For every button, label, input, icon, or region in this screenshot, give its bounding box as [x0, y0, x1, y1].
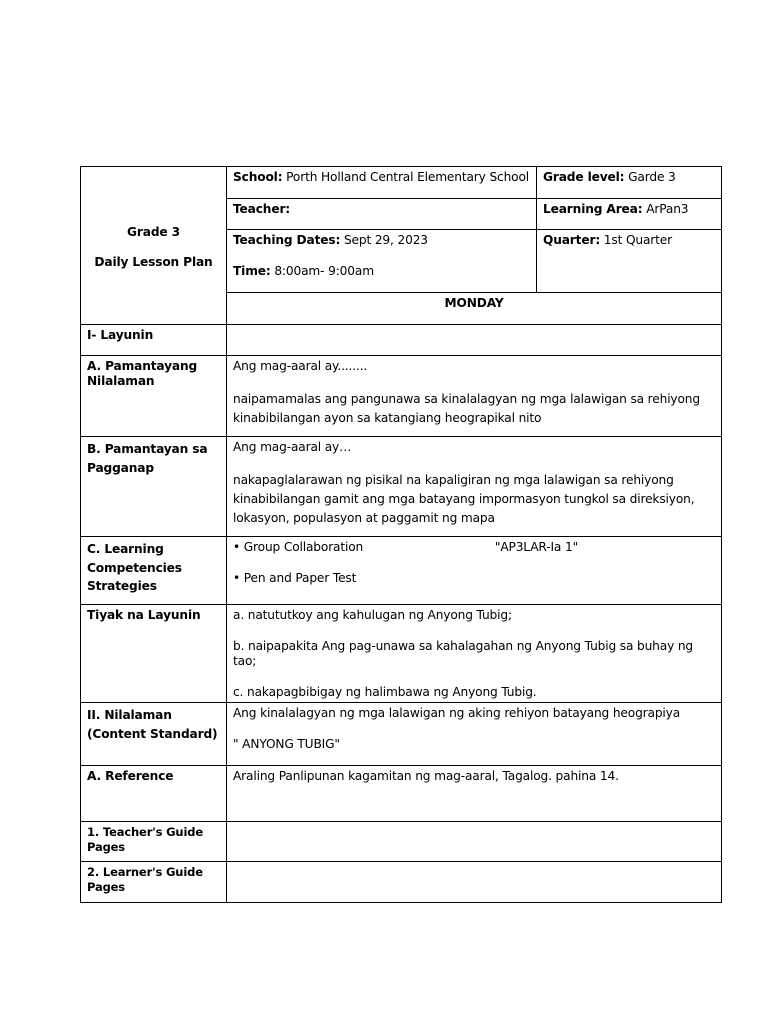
learning-area-cell	[537, 199, 722, 230]
pamantayang-nilalaman-row	[81, 356, 722, 437]
learning-area-value: ArPan3	[646, 202, 689, 216]
layunin-label: I- Layunin	[81, 325, 227, 356]
teachers-guide-content	[227, 822, 722, 862]
teaching-dates-value: Sept 29, 2023	[343, 233, 428, 247]
nilalaman-content	[227, 703, 722, 766]
learners-guide-row	[81, 862, 722, 903]
tiyak-a: a. natututkoy ang kahulugan ng Anyong Tubig;	[233, 608, 512, 622]
time-value: 8:00am- 9:00am	[274, 264, 374, 278]
nilalaman-row	[81, 703, 722, 766]
competencies-label: C. Learning Competencies Strategies	[81, 537, 227, 605]
grade-level-cell	[537, 167, 722, 199]
school-cell	[227, 167, 537, 199]
header-row-school	[81, 167, 722, 199]
day-heading: MONDAY	[227, 293, 722, 325]
grade-level-label: Grade level:	[543, 170, 625, 184]
pamantayang-nilalaman-label: A. Pamantayang Nilalaman	[81, 356, 227, 437]
teachers-guide-label: 1. Teacher's Guide Pages	[81, 822, 227, 862]
pamantayan-pagganap-text: nakapaglalarawan ng pisikal na kapaligiran ng mga lalawigan sa rehiyong kinabibilangan gamit ang mga batayang impormasyon tungkol sa direksiyon, lokasyon, populasyon at paggamit ng mapa	[233, 473, 695, 525]
teachers-guide-row	[81, 822, 722, 862]
tiyak-c: c. nakapagbibigay ng halimbawa ng Anyong Tubig.	[233, 685, 537, 699]
grade-title: Grade 3	[127, 225, 180, 239]
competency-code: "AP3LAR-Ia 1"	[494, 540, 579, 554]
teacher-label: Teacher:	[233, 202, 291, 216]
teaching-dates-cell	[227, 230, 537, 293]
quarter-cell	[537, 230, 722, 293]
quarter-value: 1st Quarter	[603, 233, 672, 247]
tiyak-label: Tiyak na Layunin	[81, 605, 227, 703]
teacher-cell	[227, 199, 537, 230]
quarter-label: Quarter:	[543, 233, 601, 247]
tiyak-row	[81, 605, 722, 703]
nilalaman-label: II. Nilalaman (Content Standard)	[81, 703, 227, 766]
layunin-row	[81, 325, 722, 356]
school-label: School:	[233, 170, 283, 184]
tiyak-b: b. naipapakita Ang pag-unawa sa kahalagahan ng Anyong Tubig sa buhay ng tao;	[233, 639, 694, 668]
pamantayan-pagganap-row	[81, 437, 722, 537]
reference-content: Araling Panlipunan kagamitan ng mag-aaral, Tagalog. pahina 14.	[227, 766, 722, 822]
competency-group-collaboration: • Group Collaboration	[233, 540, 364, 554]
competencies-content	[227, 537, 722, 605]
pamantayan-pagganap-content	[227, 437, 722, 537]
competency-pen-paper: • Pen and Paper Test	[233, 571, 357, 585]
competencies-row	[81, 537, 722, 605]
plan-type-title: Daily Lesson Plan	[94, 255, 213, 269]
school-value: Porth Holland Central Elementary School	[286, 170, 530, 184]
nilalaman-text: Ang kinalalagyan ng mga lalawigan ng aking rehiyon batayang heograpiya	[233, 706, 681, 720]
learning-area-label: Learning Area:	[543, 202, 643, 216]
reference-row	[81, 766, 722, 822]
pamantayang-nilalaman-intro: Ang mag-aaral ay........	[233, 359, 368, 373]
pamantayan-pagganap-intro: Ang mag-aaral ay…	[233, 440, 352, 454]
grade-level-value: Garde 3	[628, 170, 676, 184]
pamantayang-nilalaman-content	[227, 356, 722, 437]
pamantayang-nilalaman-text: naipamamalas ang pangunawa sa kinalalagyan ng mga lalawigan sa rehiyong kinabibilangan ayon sa katangiang heograpikal nito	[233, 392, 700, 425]
tiyak-content	[227, 605, 722, 703]
teaching-dates-label: Teaching Dates:	[233, 233, 341, 247]
reference-label: A. Reference	[81, 766, 227, 822]
learners-guide-label: 2. Learner's Guide Pages	[81, 862, 227, 903]
layunin-content	[227, 325, 722, 356]
learners-guide-content	[227, 862, 722, 903]
nilalaman-topic: " ANYONG TUBIG"	[233, 737, 340, 751]
time-label: Time:	[233, 264, 271, 278]
lesson-plan-table	[80, 166, 722, 903]
pamantayan-pagganap-label: B. Pamantayan sa Pagganap	[81, 437, 227, 537]
grade-plan-cell	[81, 167, 227, 325]
